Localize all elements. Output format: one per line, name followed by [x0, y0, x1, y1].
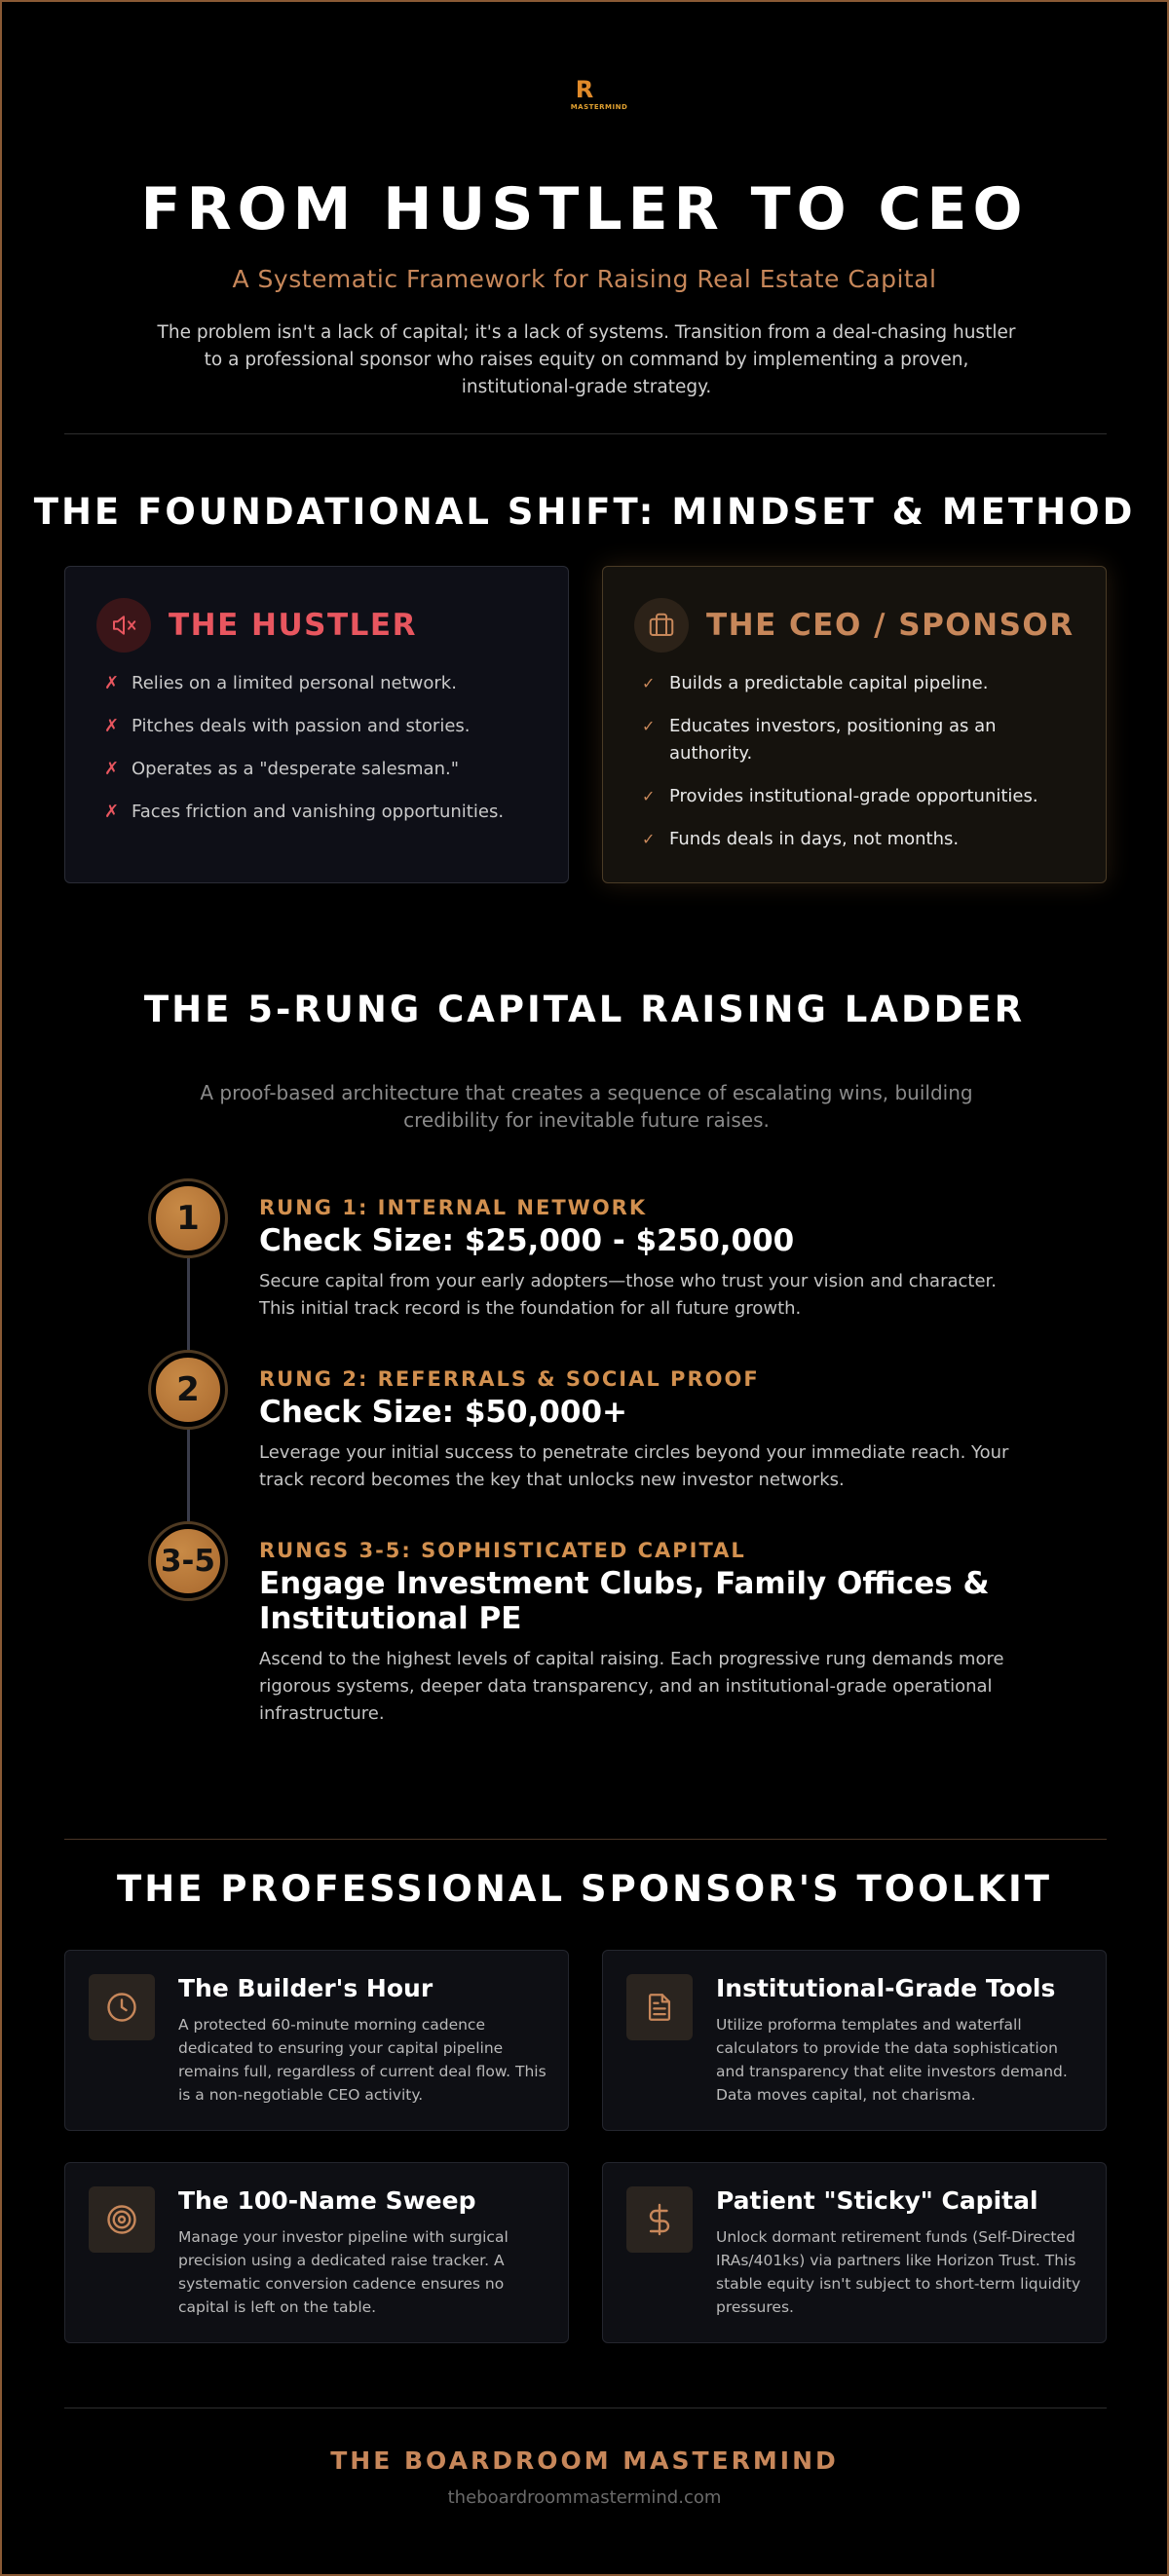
divider [64, 1839, 1107, 1840]
briefcase-icon [634, 598, 689, 653]
document-icon [626, 1974, 693, 2040]
check-icon: ✓ [642, 787, 656, 805]
toolkit-card-sticky-capital [602, 2162, 1107, 2343]
toolkit-card-description: A protected 60-minute morning cadence dedicated to ensuring your capital pipeline remains full, regardless of current deal flow. This is a non-negotiable CEO activity. [178, 2016, 547, 2104]
list-item [104, 799, 533, 826]
cross-icon: ✗ [104, 716, 120, 736]
rung-badge [148, 1178, 228, 1258]
rung-number: 3-5 [154, 1527, 222, 1595]
list-item-text: Funds deals in days, not months. [669, 829, 960, 849]
toolkit-card-description: Manage your investor pipeline with surgical precision using a dedicated raise tracker. A systematic conversion cadence ensures no capital is left on the table. [178, 2228, 509, 2316]
list-item-text: Builds a predictable capital pipeline. [669, 673, 989, 693]
ceo-card [602, 566, 1107, 883]
target-icon [89, 2186, 155, 2253]
cross-icon: ✗ [104, 673, 120, 693]
list-item-text: Provides institutional-grade opportunities. [669, 786, 1038, 806]
footer-url: theboardroommastermind.com [447, 2487, 722, 2508]
toolkit-card-title: Institutional-Grade Tools [716, 1974, 1056, 2002]
list-item [642, 713, 1071, 767]
divider [64, 433, 1107, 434]
rung-badge [148, 1521, 228, 1601]
list-item [104, 756, 533, 783]
ceo-list [642, 670, 1071, 869]
footer-brand: THE BOARDROOM MASTERMIND [330, 2446, 839, 2475]
list-item-text: Pitches deals with passion and stories. [132, 716, 471, 736]
section-title-toolkit: THE PROFESSIONAL SPONSOR'S TOOLKIT [117, 1868, 1052, 1910]
rung-description: Leverage your initial success to penetrate circles beyond your immediate reach. Your track record becomes the key that unlocks new investor networks. [259, 1442, 1009, 1490]
page-subtitle: A Systematic Framework for Raising Real Estate Capital [232, 265, 937, 293]
toolkit-card-100-name-sweep [64, 2162, 569, 2343]
rung-description: Secure capital from your early adopters—those who trust your vision and character. This initial track record is the foundation for all future growth. [259, 1271, 998, 1319]
rung-title: Check Size: $25,000 - $250,000 [259, 1223, 795, 1258]
logo-mark: R [575, 76, 594, 103]
check-icon: ✓ [642, 717, 656, 735]
hustler-card-header [96, 598, 417, 653]
list-item [104, 670, 533, 697]
rung-1 [259, 1196, 1019, 1323]
hustler-list [104, 670, 533, 841]
ceo-card-header [634, 598, 1075, 653]
check-icon: ✓ [642, 674, 656, 692]
rung-badge [148, 1350, 228, 1430]
toolkit-card-title: Patient "Sticky" Capital [716, 2186, 1038, 2215]
list-item [642, 826, 1071, 853]
rung-2 [259, 1367, 1019, 1494]
toolkit-card-title: The Builder's Hour [178, 1974, 434, 2002]
rung-description: Ascend to the highest levels of capital raising. Each progressive rung demands more rigorous systems, deeper data transparency, and an institutional-grade operational infrastructure. [259, 1649, 1004, 1724]
rung-number: 2 [154, 1356, 222, 1424]
list-item-text: Operates as a "desperate salesman." [132, 759, 459, 779]
list-item [642, 670, 1071, 697]
toolkit-card-institutional-tools [602, 1950, 1107, 2131]
section-title-ladder: THE 5-RUNG CAPITAL RAISING LADDER [143, 989, 1026, 1030]
rung-label: RUNG 2: REFERRALS & SOCIAL PROOF [259, 1367, 760, 1391]
rung-title: Check Size: $50,000+ [259, 1395, 628, 1430]
intro-paragraph: The problem isn't a lack of capital; it's a lack of systems. Transition from a deal-chasing hustler to a professional sponsor who raises equity on command by implementing a proven, institutional-grade strategy. [157, 322, 1016, 397]
section-title-shift: THE FOUNDATIONAL SHIFT: MINDSET & METHOD [33, 491, 1136, 533]
list-item-text: Relies on a limited personal network. [132, 673, 457, 693]
rung-number: 1 [154, 1184, 222, 1252]
toolkit-card-description: Unlock dormant retirement funds (Self-Directed IRAs/401ks) via partners like Horizon Trust. This stable equity isn't subject to short-term liquidity pressures. [716, 2228, 1081, 2316]
logo-text: MASTERMIND [570, 103, 628, 111]
hustler-card-title: THE HUSTLER [169, 608, 417, 643]
brand-logo [2, 78, 1167, 111]
rung-3-5 [259, 1539, 1019, 1728]
list-item [104, 713, 533, 740]
cross-icon: ✗ [104, 759, 120, 779]
check-icon: ✓ [642, 830, 656, 848]
ladder-description: A proof-based architecture that creates a sequence of escalating wins, building credibility for inevitable future raises. [200, 1081, 973, 1132]
toolkit-card-title: The 100-Name Sweep [178, 2186, 476, 2215]
rung-title: Engage Investment Clubs, Family Offices & Institutional PE [259, 1566, 990, 1636]
toolkit-card-builders-hour [64, 1950, 569, 2131]
list-item [642, 783, 1071, 810]
cross-icon: ✗ [104, 802, 120, 822]
page-title: FROM HUSTLER TO CEO [140, 175, 1029, 243]
toolkit-card-description: Utilize proforma templates and waterfall calculators to provide the data sophistication and transparency that elite investors demand. Data moves capital, not charisma. [716, 2016, 1068, 2104]
ceo-card-title: THE CEO / SPONSOR [706, 608, 1075, 643]
rung-label: RUNG 1: INTERNAL NETWORK [259, 1196, 648, 1219]
list-item-text: Educates investors, positioning as an authority. [669, 716, 997, 764]
hustler-card [64, 566, 569, 883]
rung-label: RUNGS 3-5: SOPHISTICATED CAPITAL [259, 1539, 746, 1562]
dollar-icon [626, 2186, 693, 2253]
clock-icon [89, 1974, 155, 2040]
list-item-text: Faces friction and vanishing opportunities. [132, 802, 505, 822]
muted-speaker-icon [96, 598, 151, 653]
